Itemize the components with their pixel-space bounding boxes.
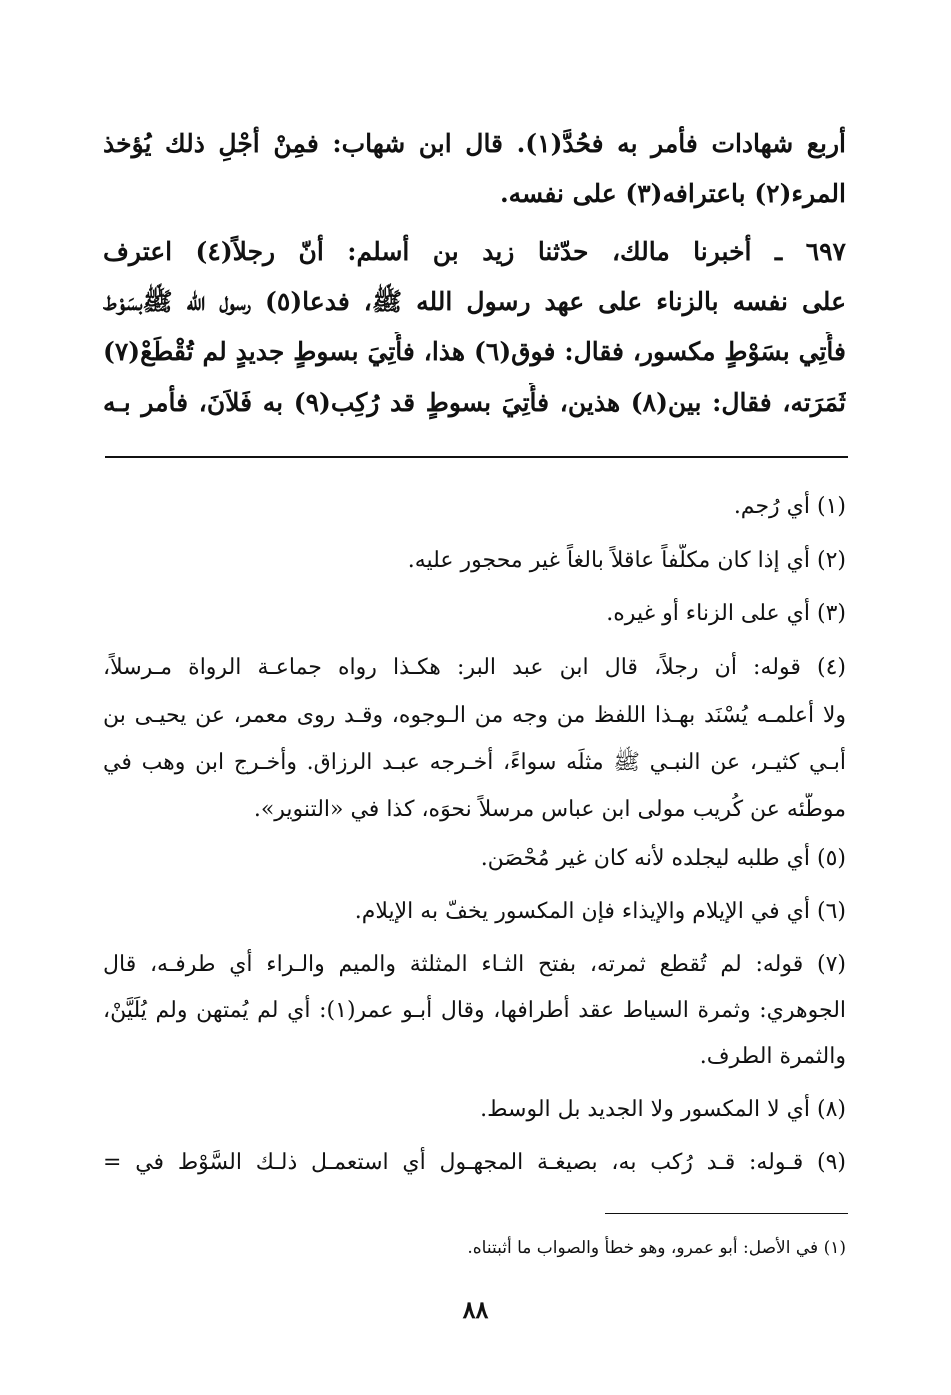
main-line-6: ثَمَرَته، فقال: بين(٨) هذين، فأُتِيَ بسوطٍ قد رُكِب(٩) به فَلاَنَ، فأمر بـه xyxy=(103,388,846,417)
note-3: (٣) أي على الزناء أو غيره. xyxy=(606,601,846,626)
note-7-line-2: الجوهري: وثمرة السياط عقد أطرافها، وقال أبـو عمر(١): أي لم يُمتهن ولم يُلَيَّنْ، xyxy=(103,998,846,1023)
note-5: (٥) أي طلبه ليجلده لأنه كان غير مُحْصَن. xyxy=(480,846,846,871)
note-8: (٨) أي لا المكسور ولا الجديد بل الوسط. xyxy=(480,1097,846,1122)
main-line-1: أربع شهادات فأمر به فحُدَّ(١). قال ابن شهاب: فمِنْ أجْلِ ذلك يُؤخذ xyxy=(103,129,846,158)
note-7-line-3: والثمرة الطرف. xyxy=(699,1044,846,1069)
note-7-line-1: (٧) قوله: لم تُقطع ثمرته، بفتح الثـاء المثلثة والميم والـراء أي طرفـه، قال xyxy=(103,952,846,977)
note-4-line-1: (٤) قوله: أن رجلاً، قال ابن عبد البر: هكـذا رواه جماعـة الرواة مـرسلاً، xyxy=(103,655,846,680)
note-9: (٩) قـوله: قـد رُكب به، بصيغـة المجهـول أي استعمـل ذلـك السَّوْط في = xyxy=(103,1150,846,1175)
main-line-2: المرء(٢) باعترافه(٣) على نفسه. xyxy=(499,179,846,208)
note-4-line-2: ولا أعلمـه يُسْنَد بهـذا اللفظ من وجه من الـوجوه، وقـد روى معمر، عن يحيـى بن xyxy=(103,703,846,728)
note-6: (٦) أي في الإيلام والإيذاء فإن المكسور يخفّ به الإيلام. xyxy=(354,899,846,924)
note-4-line-3: أبـي كثيـر، عن النبـي ﷺ مثلَه سواءً، أخـرجه عبـد الرزاق. وأخـرج ابن وهب في xyxy=(103,750,846,775)
main-line-3: ٦٩٧ ـ أخبرنا مالك، حدّثنا زيد بن أسلم: أنّ رجلاً(٤) اعترف xyxy=(103,237,846,266)
main-line-5: فأُتِي بسَوْطٍ مكسور، فقال: فوق(٦) هذا، فأُتِيَ بسوطٍ جديدٍ لم تُقْطَعْ(٧) xyxy=(103,337,846,366)
note-2: (٢) أي إذا كان مكلَّفاً عاقلاً بالغاً غير محجور عليه. xyxy=(407,548,846,573)
editor-footnote: (١) في الأصل: أبو عمرو، وهو خطأ والصواب ما أثبتناه. xyxy=(467,1238,846,1258)
separator-rule xyxy=(105,456,848,458)
note-4-line-4: موطّئه عن كُريب مولى ابن عباس مرسلاً نحوَه، كذا في «التنوير». xyxy=(253,797,846,822)
page-number: ٨٨ xyxy=(462,1295,489,1324)
note-1: (١) أي رُجم. xyxy=(733,494,846,519)
main-line-4: على نفسه بالزناء على عهد رسول الله ﷺ، فدعا(٥) رسول الله ﷺبسَوْط xyxy=(103,287,846,316)
footnote-rule xyxy=(605,1213,848,1214)
